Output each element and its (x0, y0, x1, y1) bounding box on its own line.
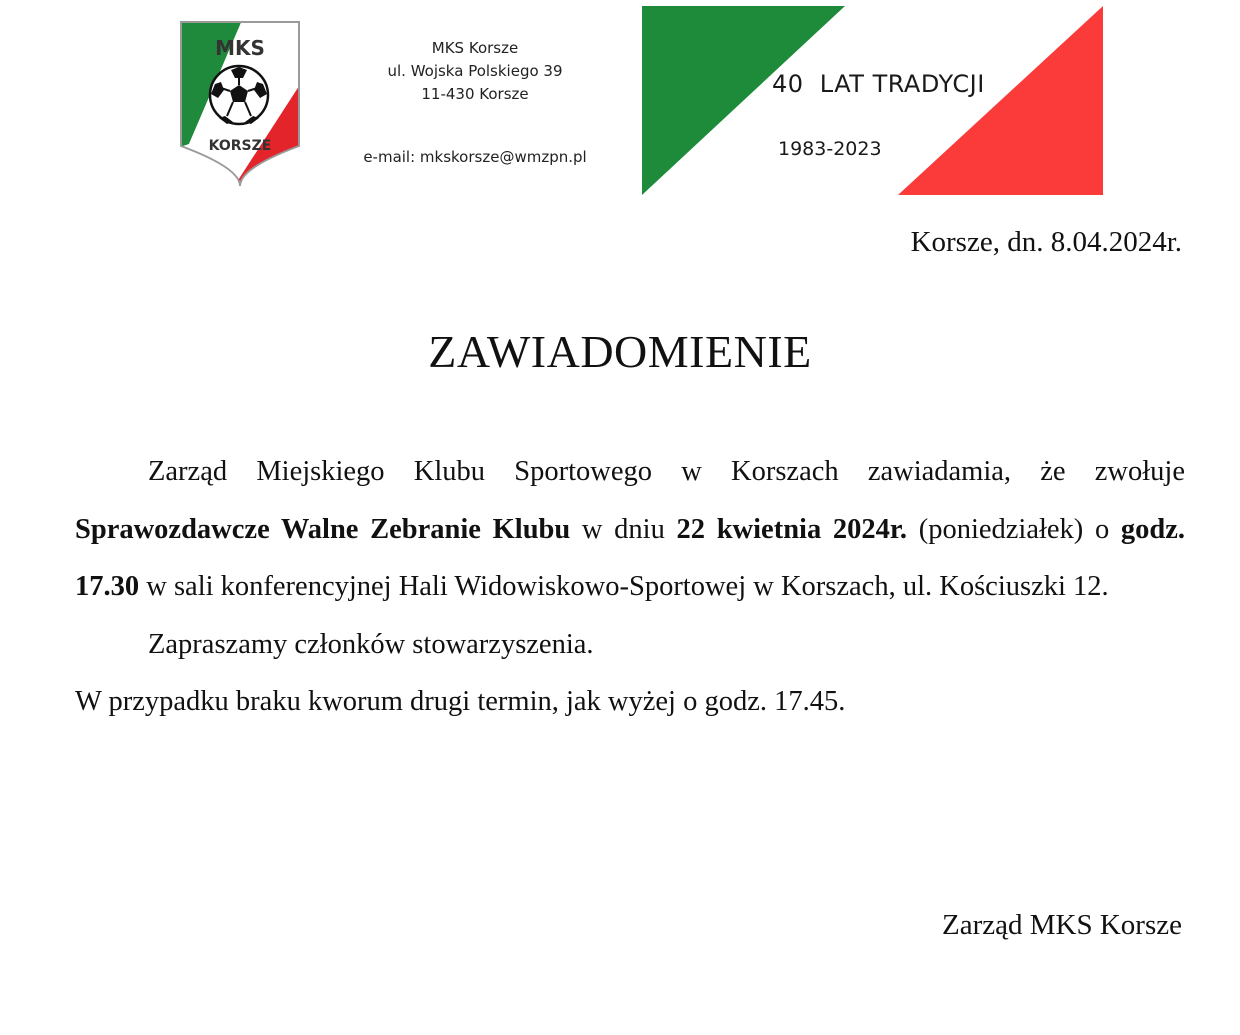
banner-triangles-graphic (642, 6, 1103, 196)
body-paragraph-1 (75, 443, 1185, 616)
p1-in-day: w dniu (570, 513, 677, 545)
banner-title: 40 LAT TRADYCJI (772, 70, 985, 98)
p1-date: 22 kwietnia 2024r. (676, 513, 908, 545)
club-contact-block (340, 37, 610, 169)
document-title: ZAWIADOMIENIE (428, 326, 812, 377)
body-paragraph-2: Zapraszamy członków stowarzyszenia. (148, 628, 594, 660)
club-city: 11-430 Korsze (421, 85, 529, 103)
p1-event: Sprawozdawcze Walne Zebranie Klubu (75, 513, 571, 545)
tradition-banner (642, 6, 1103, 196)
club-name: MKS Korsze (431, 39, 519, 57)
club-logo (177, 18, 303, 188)
p1-intro: Zarząd Miejskiego Klubu Sportowego w Korszach zawiadamia, że zwołuje (148, 456, 1185, 487)
p1-place: w sali konferencyjnej Hali Widowiskowo-Sportowej w Korszach, ul. Kościuszki 12. (139, 571, 1109, 602)
club-street: ul. Wojska Polskiego 39 (387, 62, 563, 80)
club-email: e-mail: mkskorsze@wmzpn.pl (363, 148, 587, 166)
logo-top-text: MKS (215, 36, 265, 60)
document-body (75, 443, 1185, 731)
body-paragraph-3: W przypadku braku kworum drugi termin, jak wyżej o godz. 17.45. (75, 686, 846, 717)
p1-time: godz. 17.30 (75, 513, 1186, 602)
signature: Zarząd MKS Korsze (942, 909, 1182, 941)
document-date: Korsze, dn. 8.04.2024r. (910, 226, 1182, 258)
p1-weekday: (poniedziałek) o (907, 513, 1121, 545)
banner-years: 1983-2023 (778, 138, 882, 160)
logo-bottom-text: KORSZE (208, 138, 272, 154)
football-shield-icon (177, 18, 303, 188)
